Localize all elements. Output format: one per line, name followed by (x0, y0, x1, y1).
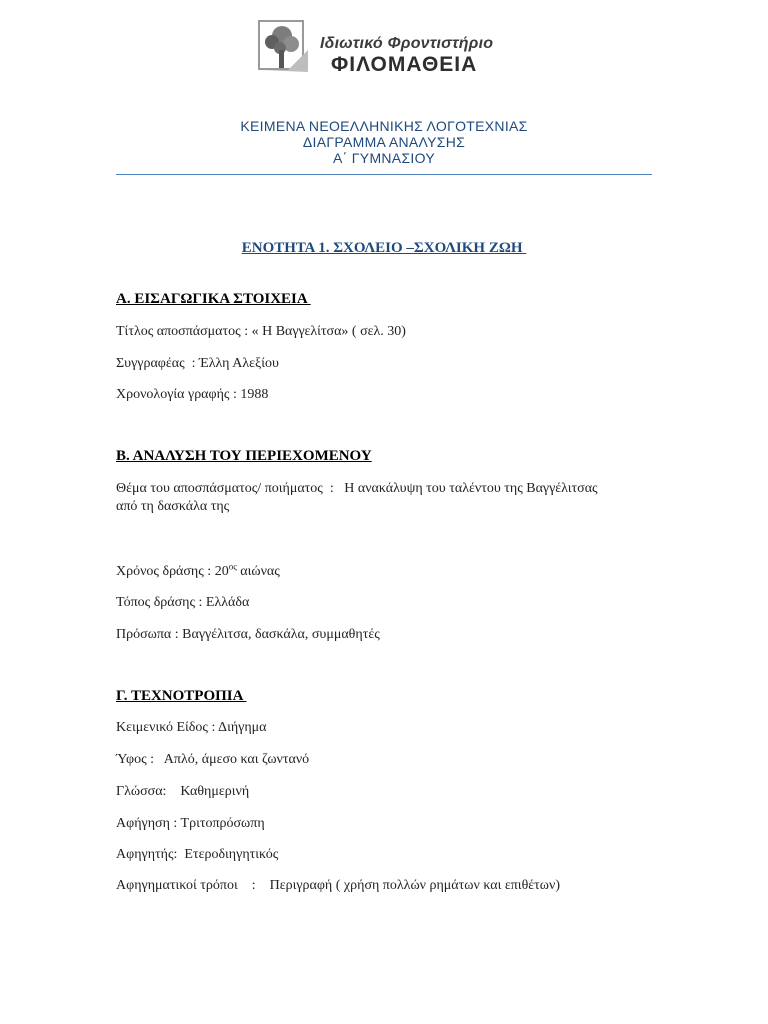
place-line: Τόπος δράσης : Ελλάδα (116, 595, 250, 610)
time-line (116, 563, 280, 581)
narrator-line: Αφηγητής: Ετεροδιηγητικός (116, 847, 279, 862)
logo-title: ΦΙΛΟΜΑΘΕΙΑ (331, 53, 478, 76)
time-superscript: ος (228, 561, 237, 572)
time-prefix: Χρόνος δράσης : 20 (116, 564, 229, 579)
genre-line: Κειμενικό Είδος : Διήγημα (116, 720, 267, 735)
document-header (116, 118, 652, 166)
unit-title: ΕΝΟΤΗΤΑ 1. ΣΧΟΛΕΙΟ –ΣΧΟΛΙΚΗ ΖΩΗ (241, 240, 527, 256)
header-line-1: ΚΕΙΜΕΝΑ ΝΕΟΕΛΛΗΝΙΚΗΣ ΛΟΓΟΤΕΧΝΙΑΣ (240, 118, 528, 134)
title-line: Τίτλος αποσπάσματος : « Η Βαγγελίτσα» ( σελ. 30) (116, 324, 406, 339)
time-suffix: αιώνας (236, 564, 280, 579)
header-line-2: ΔΙΑΓΡΑΜΜΑ ΑΝΑΛΥΣΗΣ (302, 134, 466, 150)
persons-line: Πρόσωπα : Βαγγέλιτσα, δασκάλα, συμμαθητές (116, 627, 380, 642)
logo (258, 20, 548, 76)
section-a-title: Α. ΕΙΣΑΓΩΓΙΚΑ ΣΤΟΙΧΕΙΑ (116, 291, 311, 307)
header-line-3: Α΄ ΓΥΜΝΑΣΙΟΥ (333, 150, 435, 166)
language-line: Γλώσσα: Καθημερινή (116, 784, 250, 799)
section-c-title: Γ. ΤΕΧΝΟΤΡΟΠΙΑ (116, 688, 247, 704)
theme-line-2: από τη δασκάλα της (116, 499, 230, 514)
tree-logo-icon (258, 20, 314, 74)
style-line: Ύφος : Απλό, άμεσο και ζωντανό (116, 752, 310, 767)
header-divider (116, 174, 652, 175)
section-b-title: Β. ΑΝΑΛΥΣΗ ΤΟΥ ΠΕΡΙΕΧΟΜΕΝΟΥ (116, 448, 372, 464)
theme-line-1: Θέμα του αποσπάσματος/ ποιήματος : Η ανακάλυψη του ταλέντου της Βαγγέλιτσας (116, 481, 598, 496)
date-line: Χρονολογία γραφής : 1988 (116, 387, 269, 402)
narration-line: Αφήγηση : Τριτοπρόσωπη (116, 816, 265, 831)
author-line: Συγγραφέας : Έλλη Αλεξίου (116, 356, 279, 371)
narrative-modes-line: Αφηγηματικοί τρόποι : Περιγραφή ( χρήση πολλών ρημάτων και επιθέτων) (116, 878, 560, 893)
logo-subtitle: Ιδιωτικό Φροντιστήριο (320, 35, 494, 52)
